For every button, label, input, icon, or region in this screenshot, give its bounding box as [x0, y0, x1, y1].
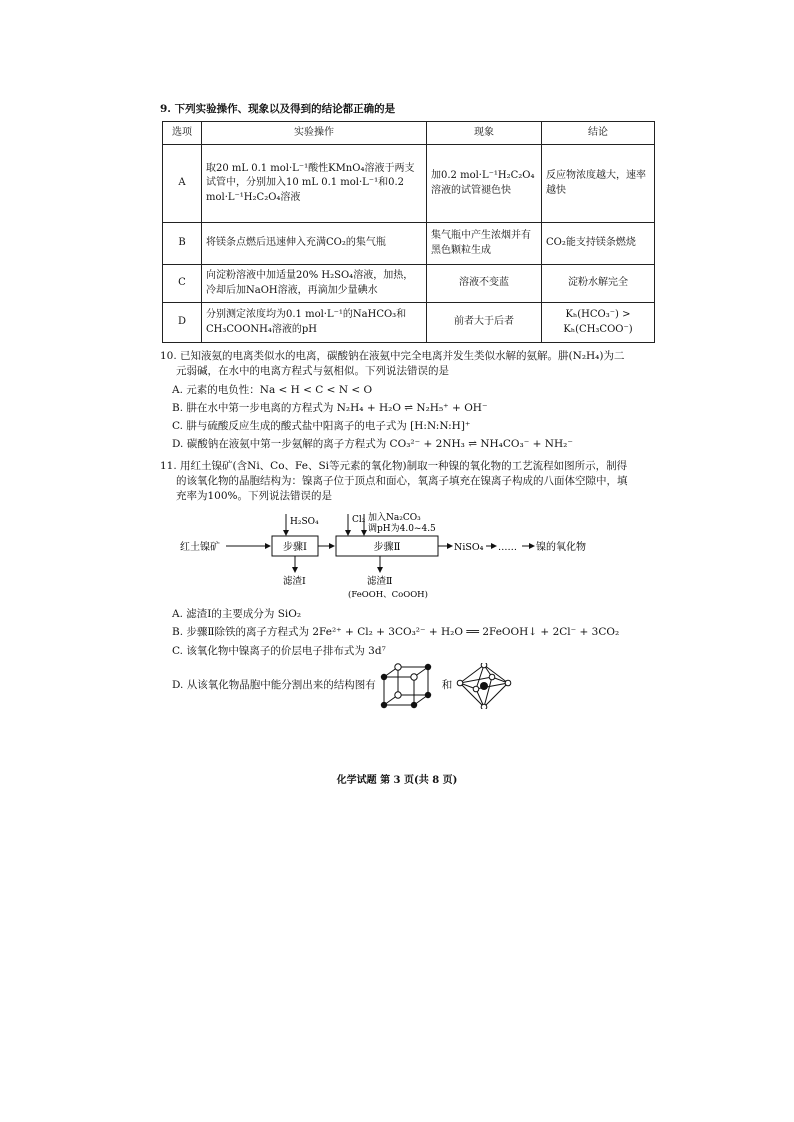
header-option: 选项	[163, 122, 202, 145]
process-flow-diagram	[160, 508, 630, 604]
q10-stem: 10. 已知液氨的电离类似水的电离，碳酸钠在液氨中完全电离并发生类似水解的氨解。肼(N₂H₄)为二元弱碱，在水中的电离方程式与氨相似。下列说法错误的是	[160, 350, 625, 378]
table-header-row	[163, 122, 655, 145]
q10-option-a: A. 元素的电负性：Na < H < C < N < O	[172, 383, 373, 396]
row-option: B	[163, 223, 202, 265]
octahedron-structure-icon	[456, 663, 512, 709]
row-option: C	[163, 265, 202, 303]
residue2-detail: (FeOOH、CoOOH)	[348, 590, 428, 601]
row-operation: 取20 mL 0.1 mol·L⁻¹酸性KMnO₄溶液于两支试管中，分别加入10 mL 0.1 mol·L⁻¹和0.2 mol·L⁻¹H₂C₂O₄溶液	[202, 145, 427, 223]
row-operation: 分别测定浓度均为0.1 mol·L⁻¹的NaHCO₃和CH₃COONH₄溶液的pH	[202, 303, 427, 343]
q11-stem: 11. 用红土镍矿(含Ni、Co、Fe、Si等元素的氧化物)制取一种镍的氧化物的工艺流程如图所示，制得的该氧化物的晶胞结构为：镍离子位于顶点和面心，氧离子填充在镍离子构成的八面体空隙中，填充率为100%。下列说法错误的是	[160, 459, 628, 502]
q11-option-c: C. 该氧化物中镍离子的价层电子排布式为 3d⁷	[172, 644, 386, 657]
reagent3b-label: 调pH为4.0~4.5	[368, 524, 436, 535]
q9-title: 9. 下列实验操作、现象以及得到的结论都正确的是	[160, 103, 396, 115]
header-operation: 实验操作	[202, 122, 427, 145]
row-phenomenon: 加0.2 mol·L⁻¹H₂C₂O₄溶液的试管褪色快	[427, 145, 542, 223]
q10-option-b: B. 肼在水中第一步电离的方程式为 N₂H₄ + H₂O ⇌ N₂H₅⁺ + OH⁻	[172, 401, 488, 414]
flow-svg	[160, 508, 630, 604]
step2-label: 步骤Ⅱ	[373, 542, 401, 554]
row-operation: 将镁条点燃后迅速伸入充满CO₂的集气瓶	[202, 223, 427, 265]
step1-label: 步骤Ⅰ	[283, 542, 307, 554]
flow-ellipsis: ……	[498, 542, 517, 554]
table-row	[163, 223, 655, 265]
row-phenomenon: 溶液不变蓝	[427, 265, 542, 303]
q9-table	[162, 121, 655, 343]
q10	[160, 349, 630, 452]
q11-option-d	[172, 663, 630, 709]
q11	[160, 459, 630, 709]
q11-option-d-text: D. 从该氧化物晶胞中能分割出来的结构图有	[172, 679, 376, 692]
reagent2-label: Cl₂	[352, 515, 366, 526]
header-phenomenon: 现象	[427, 122, 542, 145]
q10-option-d: D. 碳酸钠在液氨中第一步氨解的离子方程式为 CO₃²⁻ + 2NH₃ ⇌ NH₄CO₃⁻ + NH₂⁻	[172, 438, 573, 451]
header-conclusion: 结论	[542, 122, 655, 145]
flow-start-label: 红土镍矿	[180, 542, 220, 554]
table-row	[163, 303, 655, 343]
reagent3a-label: 加入Na₂CO₃	[368, 513, 421, 524]
residue1-label: 滤渣Ⅰ	[283, 576, 306, 588]
row-conclusion: 淀粉水解完全	[542, 265, 655, 303]
q10-option-c: C. 肼与硫酸反应生成的酸式盐中阳离子的电子式为 [H:N:N:H]⁺	[172, 420, 471, 433]
page-footer: 化学试题 第 3 页(共 8 页)	[336, 775, 458, 786]
product1-label: NiSO₄	[454, 542, 484, 554]
q11-option-d-and: 和	[441, 679, 453, 692]
table-row	[163, 145, 655, 223]
row-phenomenon: 集气瓶中产生浓烟并有黑色颗粒生成	[427, 223, 542, 265]
reagent1-label: H₂SO₄	[290, 517, 319, 528]
cube-structure-icon	[380, 663, 436, 709]
exam-page	[160, 102, 646, 709]
row-option: A	[163, 145, 202, 223]
row-conclusion: 反应物浓度越大，速率越快	[542, 145, 655, 223]
residue2-label: 滤渣Ⅱ	[367, 576, 393, 588]
row-conclusion: CO₂能支持镁条燃烧	[542, 223, 655, 265]
q11-option-a: A. 滤渣Ⅰ的主要成分为 SiO₂	[172, 608, 302, 621]
row-phenomenon: 前者大于后者	[427, 303, 542, 343]
row-conclusion: Kₕ(HCO₃⁻) > Kₕ(CH₃COO⁻)	[542, 303, 655, 343]
final-product-label: 镍的氧化物	[536, 542, 586, 554]
row-operation: 向淀粉溶液中加适量20% H₂SO₄溶液，加热，冷却后加NaOH溶液，再滴加少量碘水	[202, 265, 427, 303]
table-row	[163, 265, 655, 303]
q11-option-b: B. 步骤Ⅱ除铁的离子方程式为 2Fe²⁺ + Cl₂ + 3CO₃²⁻ + H₂O ══ 2FeOOH↓ + 2Cl⁻ + 3CO₂	[172, 626, 620, 639]
row-option: D	[163, 303, 202, 343]
